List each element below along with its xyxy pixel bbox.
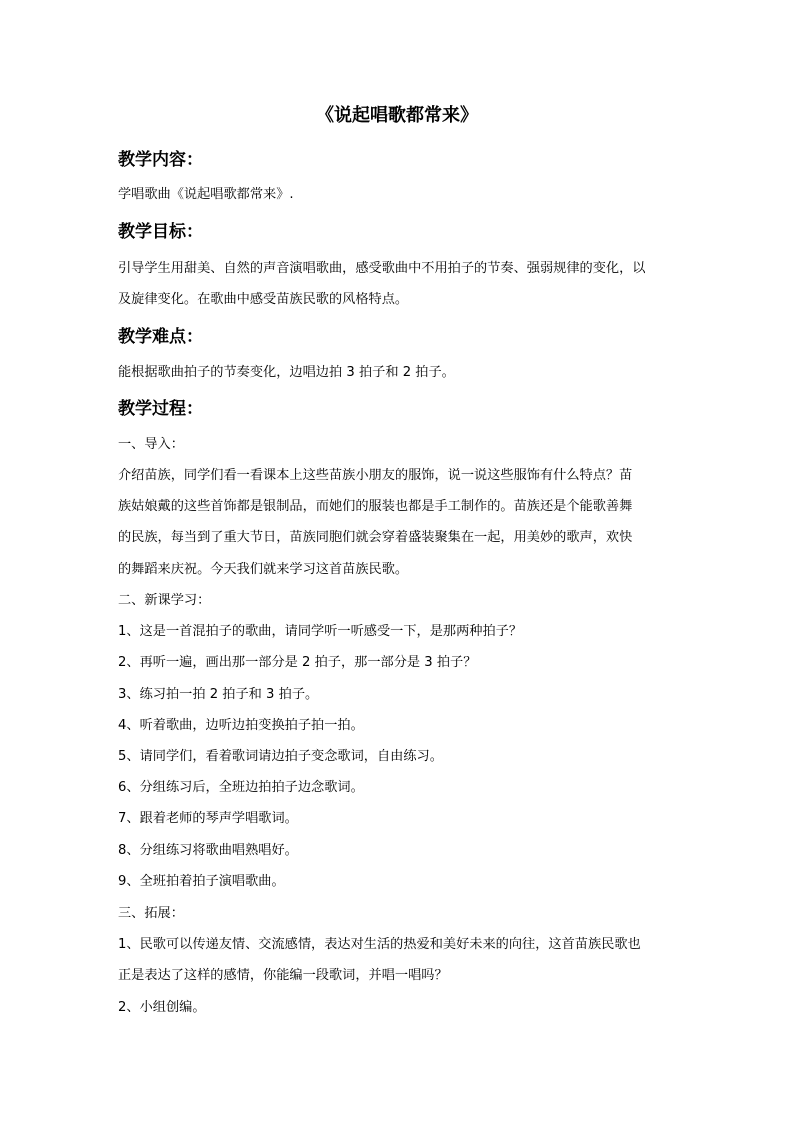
section-heading-objectives: 教学目标： — [118, 222, 203, 242]
paragraph-line: 学唱歌曲《说起唱歌都常来》. — [118, 187, 294, 202]
list-item: 4、听着歌曲，边听边拍变换拍子拍一拍。 — [118, 718, 364, 733]
list-item: 6、分组练习后，全班边拍拍子边念歌词。 — [118, 780, 364, 795]
paragraph-line: 的舞蹈来庆祝。今天我们就来学习这首苗族民歌。 — [118, 562, 409, 577]
list-item: 2、再听一遍，画出那一部分是 2 拍子，那一部分是 3 拍子？ — [118, 655, 477, 670]
list-item: 5、请同学们，看着歌词请边拍子变念歌词，自由练习。 — [118, 749, 443, 764]
paragraph-line: 能根据歌曲拍子的节奏变化，边唱边拍 3 拍子和 2 拍子。 — [118, 365, 455, 380]
list-item: 7、跟着老师的琴声学唱歌词。 — [118, 811, 298, 826]
paragraph-line: 的民族，每当到了重大节日，苗族同胞们就会穿着盛装聚集在一起，用美妙的歌声，欢快 — [118, 530, 633, 545]
list-item: 2、小组创编。 — [118, 1000, 206, 1015]
list-item: 9、全班拍着拍子演唱歌曲。 — [118, 874, 285, 889]
list-item: 8、分组练习将歌曲唱熟唱好。 — [118, 843, 298, 858]
paragraph-line: 正是表达了这样的感情，你能编一段歌词，并唱一唱吗？ — [118, 968, 448, 983]
section-heading-process: 教学过程： — [118, 399, 203, 419]
paragraph-line: 族姑娘戴的这些首饰都是银制品，而她们的服装也都是手工制作的。苗族还是个能歌善舞 — [118, 499, 633, 514]
section-heading-content: 教学内容： — [118, 150, 203, 170]
document-title: 《说起唱歌都常来》 — [316, 105, 478, 126]
list-item: 1、民歌可以传递友情、交流感情，表达对生活的热爱和美好未来的向往，这首苗族民歌也 — [118, 937, 641, 952]
section-heading-difficulty: 教学难点： — [118, 327, 203, 347]
subsection-heading: 三、拓展： — [118, 906, 184, 921]
paragraph-line: 介绍苗族，同学们看一看课本上这些苗族小朋友的服饰，说一说这些服饰有什么特点？苗 — [118, 468, 633, 483]
paragraph-line: 引导学生用甜美、自然的声音演唱歌曲，感受歌曲中不用拍子的节奏、强弱规律的变化，以 — [118, 261, 646, 276]
paragraph-line: 及旋律变化。在歌曲中感受苗族民歌的风格特点。 — [118, 292, 409, 307]
subsection-heading: 二、新课学习： — [118, 593, 211, 608]
subsection-heading: 一、导入： — [118, 437, 184, 452]
list-item: 1、这是一首混拍子的歌曲，请同学听一听感受一下，是那两种拍子？ — [118, 624, 523, 639]
list-item: 3、练习拍一拍 2 拍子和 3 拍子。 — [118, 687, 319, 702]
